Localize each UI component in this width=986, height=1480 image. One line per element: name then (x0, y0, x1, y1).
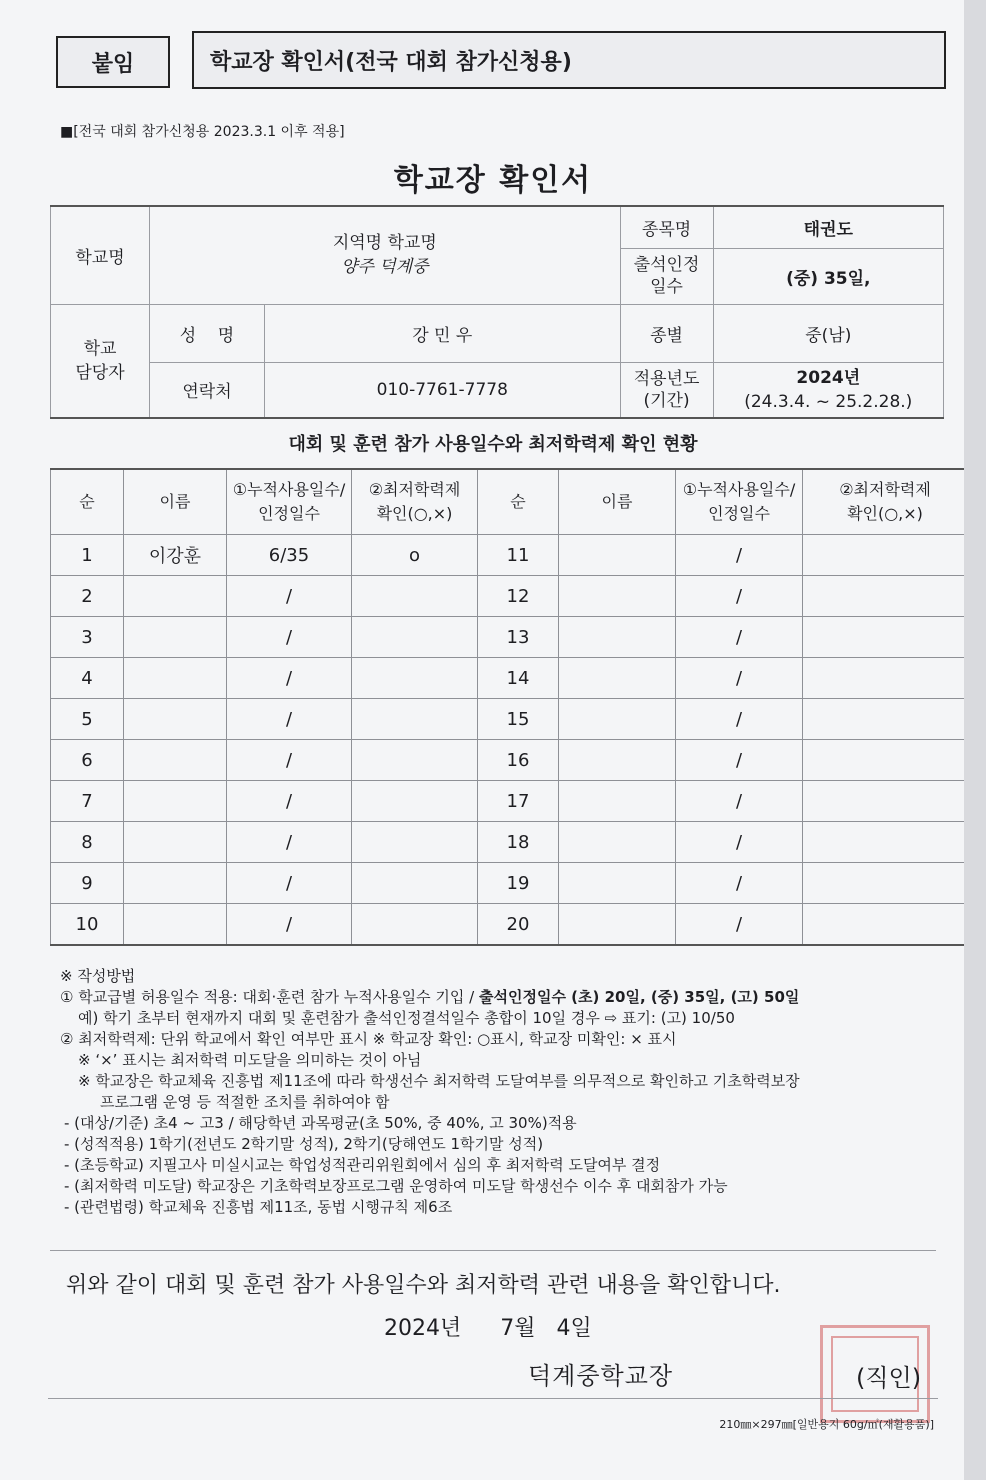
header-check-2col (803, 469, 968, 535)
attendance-days-label-2: 일수 (650, 277, 683, 297)
row-days: / (676, 617, 803, 658)
section-title: 대회 및 훈련 참가 사용일수와 최저학력제 확인 현황 (288, 434, 698, 455)
row-no: 7 (51, 781, 124, 822)
attachment-tag: 붙임 (56, 36, 170, 88)
school-name-value: 양주 덕계중 (341, 257, 429, 278)
row-no: 9 (51, 863, 124, 904)
row-name (559, 658, 676, 699)
row-no: 20 (478, 904, 559, 946)
row-check (352, 781, 478, 822)
table-header-row (51, 469, 968, 535)
note-6: - (대상/기준) 초4 ~ 고3 / 해당학년 과목평균(초 50%, 중 40%, 고 30%)적용 (64, 1114, 577, 1132)
header-days-2col (676, 469, 803, 535)
table-row (51, 740, 968, 781)
header-check-2col-2: 확인(○,×) (847, 504, 923, 523)
seal-label: (직인) (856, 1364, 922, 1392)
row-name (124, 658, 227, 699)
note-5: 프로그램 운영 등 적절한 조치를 취하여야 함 (100, 1093, 390, 1111)
note-10: - (관련법령) 학교체육 진흥법 제11조, 동법 시행규칙 제6조 (64, 1198, 453, 1216)
date-day: 4일 (556, 1316, 592, 1341)
row-days: / (227, 617, 352, 658)
attendance-days-value: (중) 35일, (713, 248, 943, 304)
row-name (124, 822, 227, 863)
table-row (51, 699, 968, 740)
table-row (51, 822, 968, 863)
header-title: 학교장 확인서(전국 대회 참가신청용) (192, 31, 946, 89)
row-no: 2 (51, 576, 124, 617)
row-check (803, 535, 968, 576)
row-days: / (676, 535, 803, 576)
row-no: 6 (51, 740, 124, 781)
row-name (124, 863, 227, 904)
school-name-cell (150, 206, 621, 304)
note-1-example: 예) 학기 초부터 현재까지 대회 및 훈련참가 출석인정결석일수 총합이 10일 경우 ⇨ 표기: (고) 10/50 (78, 1009, 735, 1027)
table-row (51, 904, 968, 946)
category-value: 중(남) (713, 304, 943, 362)
row-days: / (676, 822, 803, 863)
row-name (559, 535, 676, 576)
row-name (559, 699, 676, 740)
note-1 (60, 987, 800, 1008)
notes-heading: ※ 작성방법 (60, 967, 136, 985)
category-label: 종별 (620, 304, 713, 362)
row-no: 12 (478, 576, 559, 617)
header-check (352, 469, 478, 535)
row-name (559, 822, 676, 863)
note-1-text: ① 학교급별 허용일수 적용: 대회·훈련 참가 누적사용일수 기입 / (60, 988, 479, 1006)
row-name (124, 617, 227, 658)
row-name (559, 576, 676, 617)
row-name (559, 863, 676, 904)
note-2: ② 최저학력제: 단위 학교에서 확인 여부만 표시 ※ 학교장 확인: ○표시, 학교장 미확인: × 표시 (60, 1030, 677, 1048)
header-name: 이름 (124, 469, 227, 535)
row-days: / (227, 822, 352, 863)
header-days-2col-1: ①누적사용일수/ (682, 480, 796, 499)
row-name (124, 699, 227, 740)
row-check (352, 658, 478, 699)
row-days: / (227, 863, 352, 904)
row-check (352, 904, 478, 946)
row-check (803, 740, 968, 781)
table-row (51, 617, 968, 658)
row-check: o (352, 535, 478, 576)
header-days-1: ①누적사용일수/ (232, 480, 346, 499)
note-9: - (최저학력 미도달) 학교장은 기초학력보장프로그램 운영하여 미도달 학생선수 이수 후 대회참가 가능 (64, 1177, 728, 1195)
row-no: 10 (51, 904, 124, 946)
school-name-label: 지역명 학교명 (332, 233, 437, 254)
row-check (803, 822, 968, 863)
row-days: / (676, 699, 803, 740)
row-no: 15 (478, 699, 559, 740)
row-name (124, 576, 227, 617)
row-days: / (676, 904, 803, 946)
manager-name-value: 강 민 우 (265, 304, 621, 362)
participation-table (50, 468, 968, 946)
row-no: 16 (478, 740, 559, 781)
row-check (803, 699, 968, 740)
row-days: / (676, 740, 803, 781)
row-name (559, 740, 676, 781)
note-1-bold: 출석인정일수 (초) 20일, (중) 35일, (고) 50일 (479, 988, 800, 1006)
row-no: 13 (478, 617, 559, 658)
row-no: 14 (478, 658, 559, 699)
document-title: 학교장 확인서 (393, 163, 593, 198)
contact-value: 010-7761-7778 (265, 362, 621, 418)
header-name-2: 이름 (559, 469, 676, 535)
header-check-1: ②최저학력제 (368, 480, 461, 499)
header-check-2col-1: ②최저학력제 (839, 480, 931, 499)
year-value: 2024년 (796, 367, 861, 388)
table-row (51, 576, 968, 617)
year-period: (24.3.4. ~ 25.2.28.) (744, 391, 913, 412)
row-name: 이강훈 (124, 535, 227, 576)
row-check (352, 863, 478, 904)
sport-value: 태권도 (713, 206, 943, 248)
year-label-2: (기간) (643, 390, 690, 411)
manager-label-1: 학교 (83, 338, 117, 359)
applicability-note: ■[전국 대회 참가신청용 2023.3.1 이후 적용] (60, 124, 345, 140)
row-days: / (676, 863, 803, 904)
year-label-1: 적용년도 (633, 368, 700, 389)
row-no: 4 (51, 658, 124, 699)
header-check-2: 확인(○,×) (376, 504, 453, 523)
school-label: 학교명 (51, 206, 150, 304)
row-days: / (227, 576, 352, 617)
row-no: 19 (478, 863, 559, 904)
divider (50, 1250, 936, 1251)
row-name (559, 781, 676, 822)
header-days-2: 인정일수 (258, 504, 320, 523)
contact-label: 연락처 (150, 362, 265, 418)
row-days: / (676, 781, 803, 822)
row-check (803, 576, 968, 617)
row-check (803, 781, 968, 822)
row-no: 3 (51, 617, 124, 658)
header-days-2col-2: 인정일수 (708, 504, 770, 523)
row-days: / (227, 781, 352, 822)
row-name (559, 617, 676, 658)
row-check (803, 863, 968, 904)
school-info-table (50, 205, 944, 419)
row-no: 5 (51, 699, 124, 740)
manager-name-label: 성 명 (150, 304, 265, 362)
writing-instructions (60, 966, 800, 1218)
row-check (352, 822, 478, 863)
row-days: / (227, 904, 352, 946)
manager-label (51, 304, 150, 418)
header-no: 순 (51, 469, 124, 535)
header-days (227, 469, 352, 535)
signer-name: 덕계중학교장 (528, 1362, 674, 1390)
note-7: - (성적적용) 1학기(전년도 2학기말 성적), 2학기(당해연도 1학기말 성적) (64, 1135, 544, 1153)
row-no: 18 (478, 822, 559, 863)
row-check (803, 617, 968, 658)
table-row (51, 658, 968, 699)
page-edge (964, 0, 986, 1480)
row-no: 1 (51, 535, 124, 576)
date-year: 2024년 (384, 1316, 462, 1341)
sport-label: 종목명 (620, 206, 713, 248)
header-no-2: 순 (478, 469, 559, 535)
note-3: ※ ‘×’ 표시는 최저학력 미도달을 의미하는 것이 아님 (78, 1051, 422, 1069)
date-month: 7월 (500, 1316, 536, 1341)
row-days: / (676, 658, 803, 699)
attendance-days-label (620, 248, 713, 304)
row-no: 8 (51, 822, 124, 863)
row-days: 6/35 (227, 535, 352, 576)
year-label (620, 362, 713, 418)
table-row (51, 781, 968, 822)
row-name (124, 904, 227, 946)
manager-label-2: 담당자 (75, 362, 125, 383)
note-8: - (초등학교) 지필고사 미실시교는 학업성적관리위원회에서 심의 후 최저학력 도달여부 결정 (64, 1156, 661, 1174)
row-check (803, 658, 968, 699)
row-check (352, 699, 478, 740)
row-name (124, 781, 227, 822)
year-value-cell (713, 362, 943, 418)
row-check (352, 576, 478, 617)
table-row (51, 535, 968, 576)
confirmation-text: 위와 같이 대회 및 훈련 참가 사용일수와 최저학력 관련 내용을 확인합니다. (66, 1273, 781, 1298)
row-days: / (676, 576, 803, 617)
row-check (352, 617, 478, 658)
attendance-days-label-1: 출석인정 (633, 255, 700, 275)
row-no: 11 (478, 535, 559, 576)
row-check (803, 904, 968, 946)
note-4: ※ 학교장은 학교체육 진흥법 제11조에 따라 학생선수 최저학력 도달여부를 의무적으로 확인하고 기초학력보장 (78, 1072, 800, 1090)
row-name (124, 740, 227, 781)
row-days: / (227, 699, 352, 740)
row-check (352, 740, 478, 781)
row-no: 17 (478, 781, 559, 822)
row-days: / (227, 740, 352, 781)
footer-divider (48, 1398, 938, 1399)
paper-spec: 210㎜×297㎜[일반용지 60g/㎡(재활용품)] (719, 1418, 934, 1431)
confirmation-date (384, 1311, 592, 1342)
table-row (51, 863, 968, 904)
row-name (559, 904, 676, 946)
row-days: / (227, 658, 352, 699)
